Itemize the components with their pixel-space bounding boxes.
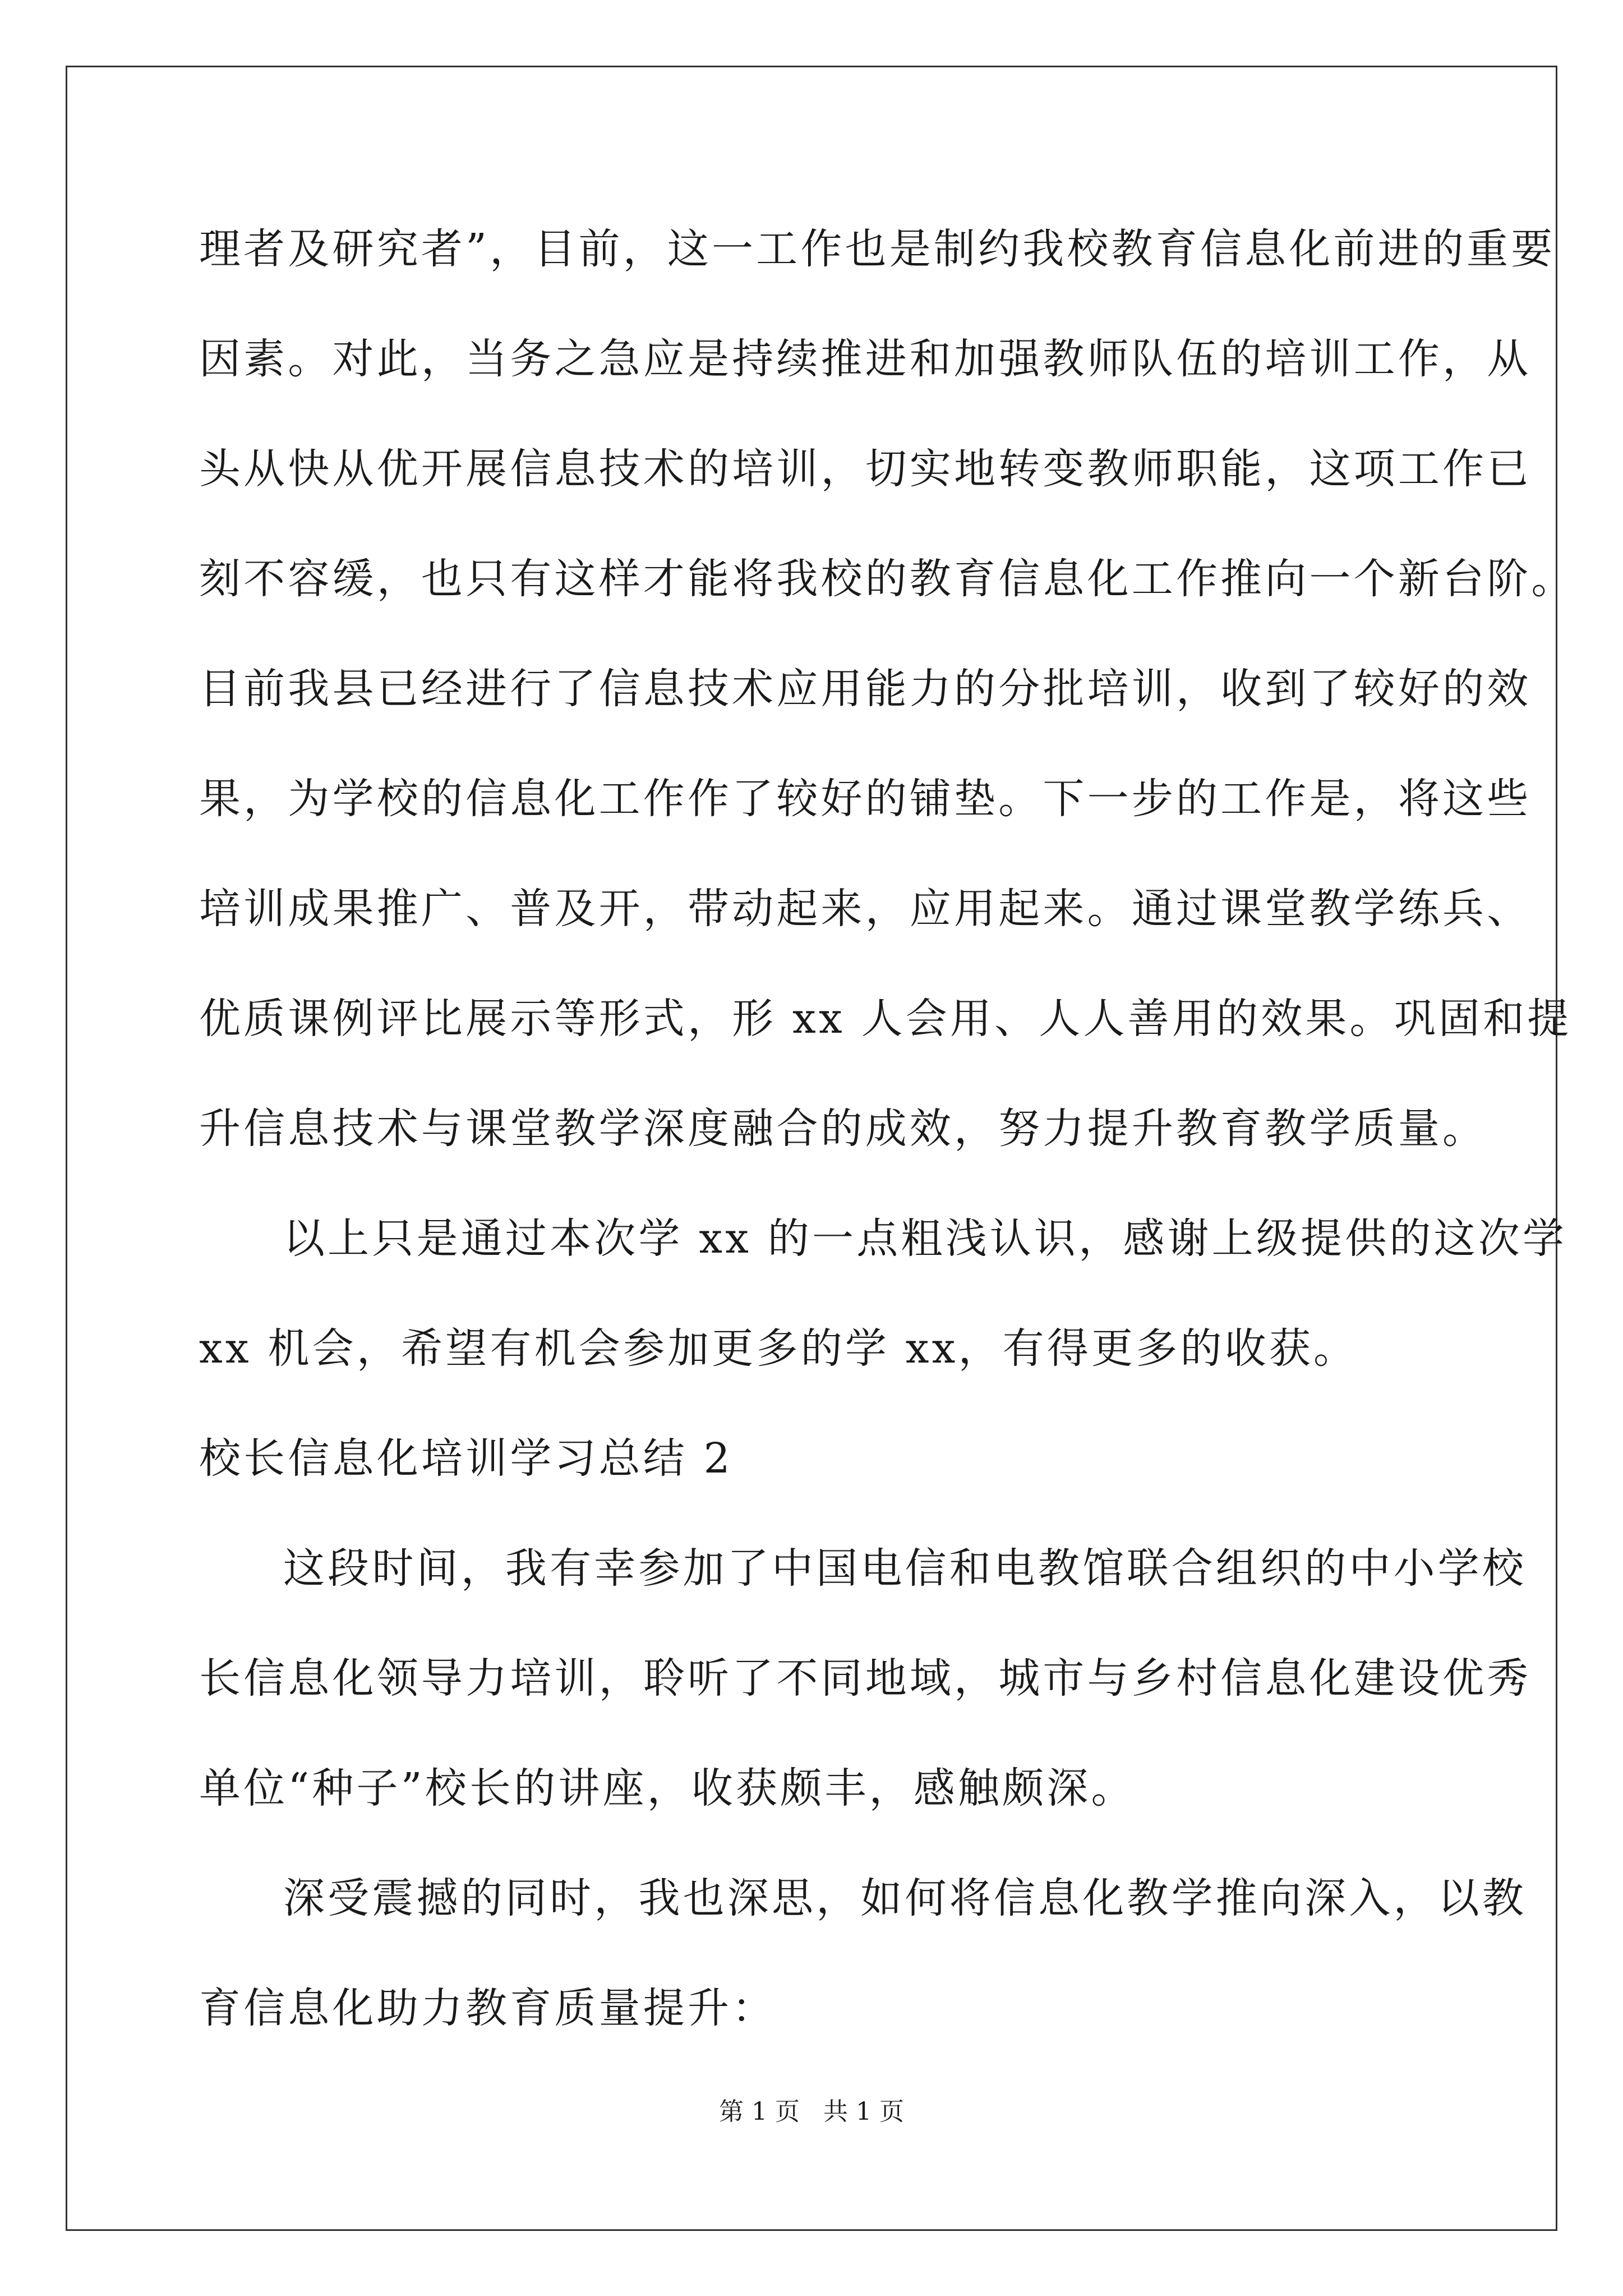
paragraph-line: 育信息化助力教育质量提升： [199, 1984, 777, 2032]
paragraph-line: 以上只是通过本次学 xx 的一点粗浅认识，感谢上级提供的这次学 [283, 1214, 1567, 1263]
paragraph-line: 单位“种子”校长的讲座，收获颇丰，感触颇深。 [199, 1764, 1136, 1812]
paragraph-line: 果，为学校的信息化工作作了较好的铺垫。下一步的工作是，将这些 [199, 775, 1532, 823]
paragraph-line: 目前我县已经进行了信息技术应用能力的分批培训，收到了较好的效 [199, 665, 1532, 713]
section-heading: 校长信息化培训学习总结 2 [199, 1434, 733, 1483]
paragraph-line: xx 机会，希望有机会参加更多的学 xx，有得更多的收获。 [199, 1324, 1358, 1373]
paragraph-line: 升信息技术与课堂教学深度融合的成效，努力提升教育教学质量。 [199, 1105, 1487, 1153]
page-number-footer: 第 1 页 共 1 页 [719, 2097, 904, 2126]
paragraph-line: 长信息化领导力培训，聆听了不同地域，城市与乡村信息化建设优秀 [199, 1654, 1532, 1703]
paragraph-line: 刻不容缓，也只有这样才能将我校的教育信息化工作推向一个新台阶。 [199, 555, 1576, 603]
paragraph-line: 深受震撼的同时，我也深思，如何将信息化教学推向深入，以教 [283, 1874, 1527, 1922]
paragraph-line: 因素。对此，当务之急应是持续推进和加强教师队伍的培训工作，从 [199, 335, 1532, 383]
paragraph-line: 这段时间，我有幸参加了中国电信和电教馆联合组织的中小学校 [283, 1544, 1527, 1593]
paragraph-line: 培训成果推广、普及开，带动起来，应用起来。通过课堂教学练兵、 [199, 885, 1532, 933]
paragraph-line: 理者及研究者”，目前，这一工作也是制约我校教育信息化前进的重要 [199, 225, 1556, 273]
paragraph-line: 头从快从优开展信息技术的培训，切实地转变教师职能，这项工作已 [199, 445, 1532, 493]
paragraph-line: 优质课例评比展示等形式，形 xx 人会用、人人善用的效果。巩固和提 [199, 995, 1572, 1043]
